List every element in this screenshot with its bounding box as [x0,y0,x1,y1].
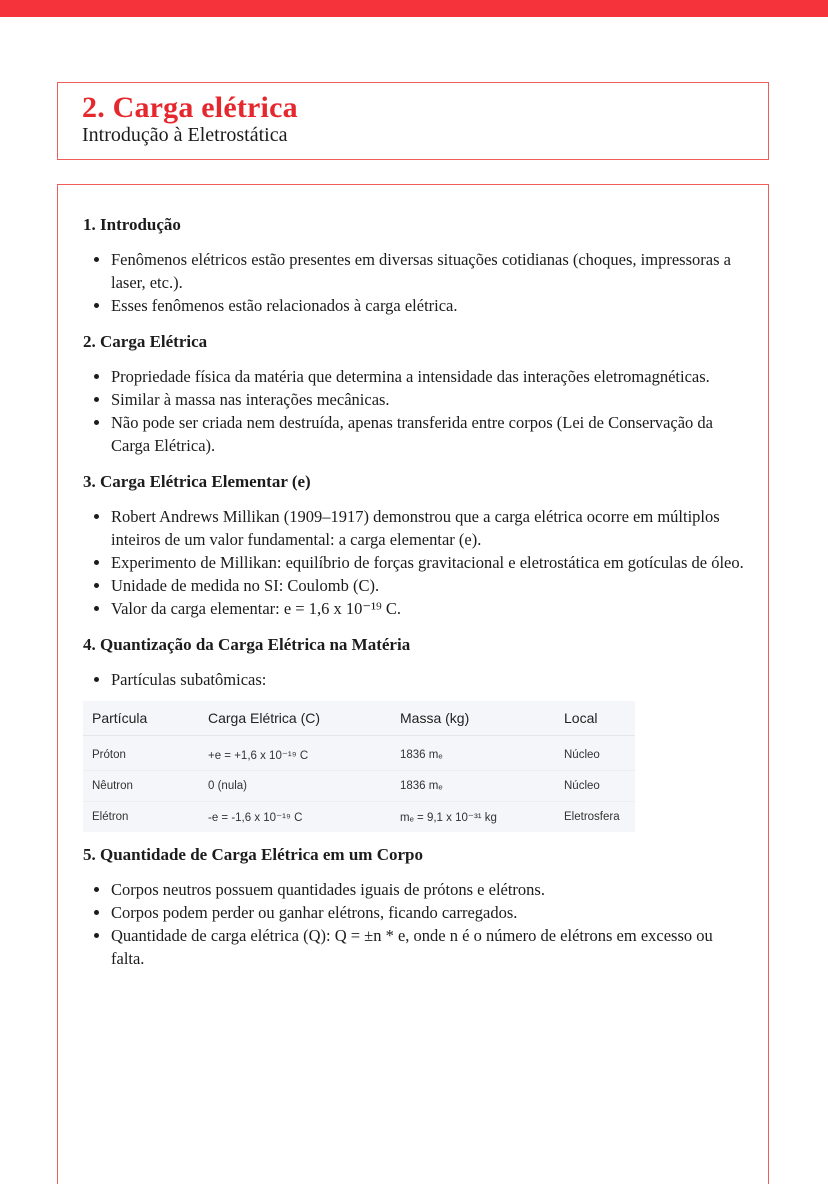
table-cell: Elétron [83,802,199,833]
section-list-carga-eletrica [83,365,748,457]
table-cell: Núcleo [555,771,635,802]
top-accent-bar [0,0,828,17]
list-item: • Corpos podem perder ou ganhar elétrons, ficando carregados. [111,901,748,924]
list-item: • Partículas subatômicas: [111,668,748,691]
list-item: • Esses fenômenos estão relacionados à carga elétrica. [111,294,748,317]
section-heading-quantizacao: 4. Quantização da Carga Elétrica na Matéria [83,635,411,654]
page-subtitle: Introdução à Eletrostática [82,124,288,146]
table-cell: 0 (nula) [199,771,391,802]
list-item: • Experimento de Millikan: equilíbrio de forças gravitacional e eletrostática em gotículas de óleo. [111,551,748,574]
particles-table [83,701,635,832]
table-cell: +e = +1,6 x 10⁻¹⁹ C [199,736,391,771]
table-cell: -e = -1,6 x 10⁻¹⁹ C [199,802,391,833]
list-item: • Unidade de medida no SI: Coulomb (C). [111,574,748,597]
table-cell: Nêutron [83,771,199,802]
table-header-row [83,701,635,736]
table-cell: 1836 mₑ [391,771,555,802]
section-heading-carga-elementar: 3. Carga Elétrica Elementar (e) [83,472,311,491]
section-list-introducao [83,248,748,317]
content-box [57,184,769,1184]
table-cell: Próton [83,736,199,771]
table-row [83,736,635,771]
table-header-cell: Carga Elétrica (C) [199,701,391,736]
list-item: • Robert Andrews Millikan (1909–1917) demonstrou que a carga elétrica ocorre em múltiplos inteiros de um valor fundamental: a carga elementar (e). [111,505,748,551]
section-list-quantizacao [83,668,748,691]
list-item: • Similar à massa nas interações mecânicas. [111,388,748,411]
list-item: • Quantidade de carga elétrica (Q): Q = ±n * e, onde n é o número de elétrons em excesso ou falta. [111,924,748,970]
section-list-quantidade-carga [83,878,748,970]
list-item: • Fenômenos elétricos estão presentes em diversas situações cotidianas (choques, impressoras a laser, etc.). [111,248,748,294]
list-item: • Não pode ser criada nem destruída, apenas transferida entre corpos (Lei de Conservação da Carga Elétrica). [111,411,748,457]
content-body [83,210,748,980]
table-header-cell: Partícula [83,701,199,736]
table-header-cell: Local [555,701,635,736]
title-box [57,82,769,160]
section-heading-carga-eletrica: 2. Carga Elétrica [83,332,208,351]
table-row [83,802,635,833]
table-row [83,771,635,802]
list-item: • Propriedade física da matéria que determina a intensidade das interações eletromagnéticas. [111,365,748,388]
section-heading-quantidade-carga: 5. Quantidade de Carga Elétrica em um Corpo [83,845,423,864]
table-cell: mₑ = 9,1 x 10⁻³¹ kg [391,802,555,833]
table-header-cell: Massa (kg) [391,701,555,736]
table-cell: Eletrosfera [555,802,635,833]
section-heading-introducao: 1. Introdução [83,215,181,234]
page-title: 2. Carga elétrica [82,91,298,124]
table-cell: Núcleo [555,736,635,771]
list-item: • Valor da carga elementar: e = 1,6 x 10⁻¹⁹ C. [111,597,748,620]
table-cell: 1836 mₑ [391,736,555,771]
list-item: • Corpos neutros possuem quantidades iguais de prótons e elétrons. [111,878,748,901]
section-list-carga-elementar [83,505,748,620]
